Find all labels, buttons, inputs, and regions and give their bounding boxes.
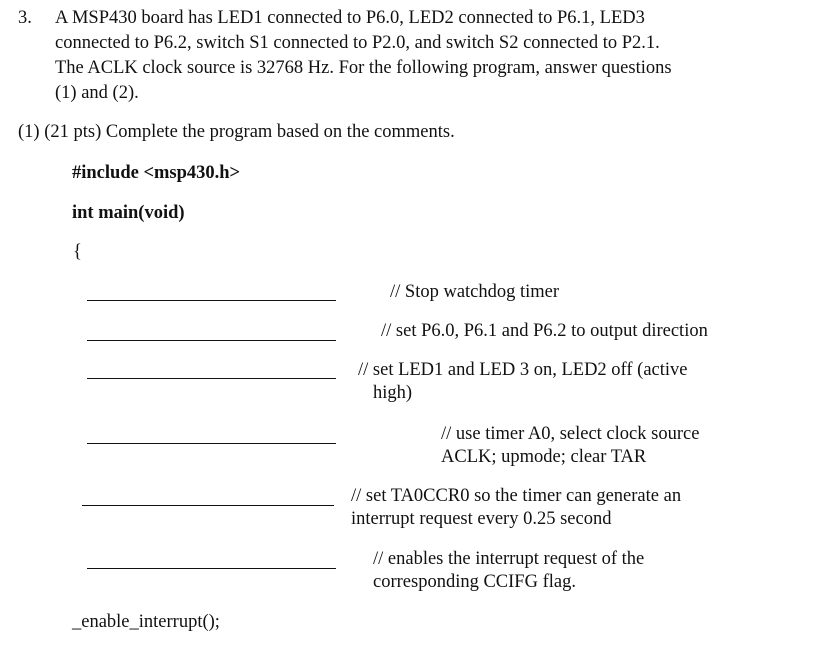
comment-line: // set TA0CCR0 so the timer can generate an (351, 486, 682, 506)
comment-blank-2 (381, 320, 708, 343)
comment-blank-6 (373, 548, 644, 594)
include-line: #include <msp430.h> (72, 163, 241, 183)
answer-blank-2[interactable] (87, 340, 336, 341)
comment-line: // enables the interrupt request of the (373, 549, 645, 569)
comment-blank-5 (351, 485, 681, 531)
answer-blank-1[interactable] (87, 300, 336, 301)
comment-blank-3 (358, 359, 688, 405)
comment-line: ACLK; upmode; clear TAR (441, 447, 647, 467)
question-line: The ACLK clock source is 32768 Hz. For the following program, answer questions (55, 58, 672, 78)
comment-blank-4 (441, 423, 699, 469)
enable-interrupt-call: enable_interrupt(); (81, 612, 220, 632)
comment-blank-1 (390, 281, 559, 304)
open-brace: { (73, 242, 82, 262)
comment-line: high) (373, 383, 413, 403)
question-text (55, 6, 672, 106)
question-line: A MSP430 board has LED1 connected to P6.0, LED2 connected to P6.1, LED3 (55, 8, 645, 28)
answer-blank-5[interactable] (82, 505, 334, 506)
answer-blank-4[interactable] (87, 443, 336, 444)
underscore-prefix: _ (72, 612, 82, 632)
comment-line: // Stop watchdog timer (390, 282, 560, 302)
question-line: (1) and (2). (55, 83, 139, 103)
enable-interrupt-line (72, 610, 220, 635)
comment-line: // set LED1 and LED 3 on, LED2 off (active (358, 360, 688, 380)
comment-line: // use timer A0, select clock source (441, 424, 700, 444)
question-number: 3. (18, 8, 32, 28)
answer-blank-3[interactable] (87, 378, 336, 379)
main-signature: int main(void) (72, 203, 185, 223)
comment-line: // set P6.0, P6.1 and P6.2 to output direction (381, 321, 708, 341)
part-1-label: (1) (21 pts) Complete the program based on the comments. (18, 122, 455, 142)
comment-line: corresponding CCIFG flag. (373, 572, 576, 592)
question-line: connected to P6.2, switch S1 connected to P2.0, and switch S2 connected to P2.1. (55, 33, 660, 53)
answer-blank-6[interactable] (87, 568, 336, 569)
comment-line: interrupt request every 0.25 second (351, 509, 612, 529)
